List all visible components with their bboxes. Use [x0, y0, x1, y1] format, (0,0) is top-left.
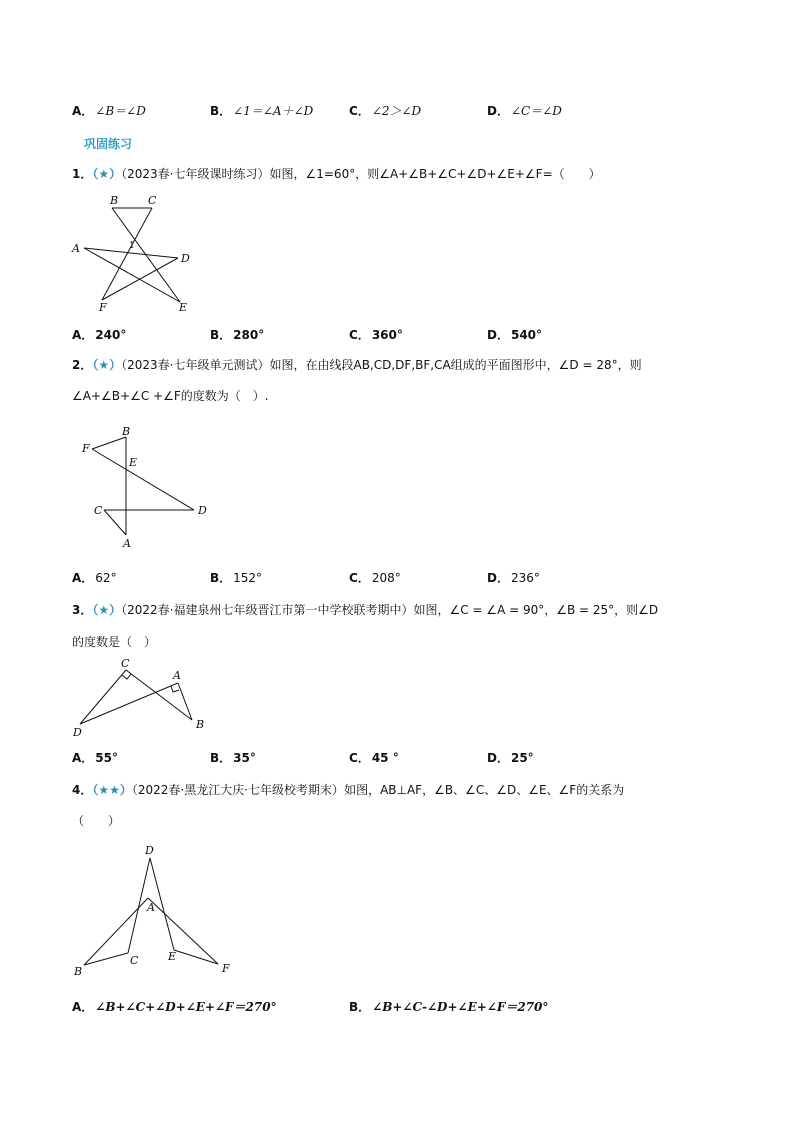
q3-option-c: C． 45 °: [349, 751, 399, 765]
q2-option-d: D． 236°: [487, 571, 540, 585]
q1-option-c: C． 360°: [349, 328, 403, 342]
q1-label-f: F: [99, 301, 107, 314]
q0-option-a: A． ∠B＝∠D: [72, 104, 146, 118]
q1-label-1: 1: [129, 241, 135, 251]
q2-option-b: B． 152°: [210, 571, 263, 585]
q1-label-d: D: [181, 252, 190, 265]
q2-option-a: A． 62°: [72, 571, 117, 585]
q3-option-d: D． 25°: [487, 751, 534, 765]
q2-label-c: C: [94, 504, 103, 517]
q3-stem-line2: 的度数是（ ）: [72, 635, 157, 649]
q1-option-b: B． 280°: [210, 328, 265, 342]
q2-stem-line2: ∠A+∠B+∠C +∠F的度数为（ ）.: [72, 389, 269, 403]
q4-segment-bc: [84, 953, 128, 965]
q4-stem-line2: （ ）: [72, 814, 121, 828]
q1-stem: 1．（★）（2023春·七年级课时练习）如图，∠1=60°，则∠A+∠B+∠C+∠D+∠E+∠F=（ ）: [72, 167, 601, 181]
q4-label-e: E: [168, 950, 177, 963]
q2-option-c: C． 208°: [349, 571, 401, 585]
q4-option-a: A． ∠B+∠C+∠D+∠E+∠F＝270°: [72, 1000, 277, 1014]
q1-option-d: D． 540°: [487, 328, 543, 342]
q2-label-a: A: [123, 537, 131, 550]
q3-label-a: A: [173, 669, 181, 682]
q1-label-e: E: [179, 301, 188, 314]
q2-label-e: E: [129, 456, 138, 469]
q0-option-c: C． ∠2＞∠D: [349, 104, 422, 118]
q4-segment-ef: [174, 950, 218, 964]
q3-option-a: A． 55°: [72, 751, 118, 765]
q4-label-c: C: [130, 954, 139, 967]
q4-option-b: B． ∠B+∠C-∠D+∠E+∠F＝270°: [349, 1000, 549, 1014]
q0-option-b: B． ∠1＝∠A＋∠D: [210, 104, 314, 118]
q2-label-b: B: [122, 425, 131, 438]
q4-label-b: B: [74, 965, 83, 978]
q1-label-b: B: [110, 194, 119, 207]
q4-label-f: F: [222, 962, 230, 975]
q3-label-d: D: [73, 726, 82, 739]
q4-segment-af: [148, 898, 218, 964]
q2-stem-line1: 2．（★）（2023春·七年级单元测试）如图，在由线段AB,CD,DF,BF,CA组成的平面图形中，∠D = 28°，则: [72, 358, 642, 372]
q3-label-c: C: [121, 657, 130, 670]
q1-label-a: A: [72, 242, 80, 255]
q2-label-d: D: [198, 504, 207, 517]
q3-option-b: B． 35°: [210, 751, 256, 765]
q0-option-d: D． ∠C＝∠D: [487, 104, 562, 118]
q2-label-f: F: [82, 442, 90, 455]
q1-option-a: A． 240°: [72, 328, 127, 342]
q4-label-a: A: [147, 901, 155, 914]
section-title: 巩固练习: [84, 137, 133, 151]
q4-label-d: D: [145, 844, 154, 857]
q4-stem-line1: 4．（★★）（2022春·黑龙江大庆·七年级校考期末）如图，AB⊥AF，∠B、∠C、∠D、∠E、∠F的关系为: [72, 783, 625, 797]
q3-stem-line1: 3．（★）（2022春·福建泉州七年级晋江市第一中学校联考期中）如图，∠C = ∠A = 90°，∠B = 25°，则∠D: [72, 603, 659, 617]
q3-label-b: B: [196, 718, 205, 731]
q1-label-c: C: [148, 194, 157, 207]
